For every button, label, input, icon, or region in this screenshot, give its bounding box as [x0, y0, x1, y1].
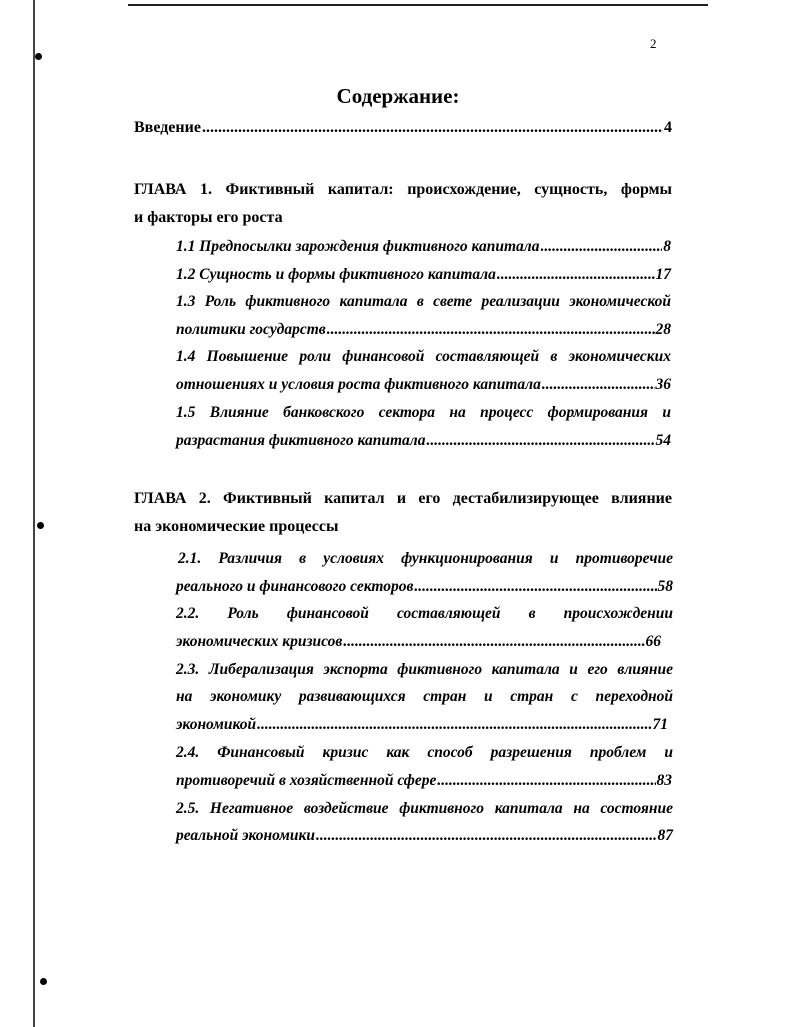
toc-intro[interactable]: [134, 119, 672, 137]
page-number: 2: [650, 36, 657, 51]
toc-intro-text: Введение: [134, 119, 201, 136]
toc-section-2-5[interactable]: реальной экономики ..... 87: [176, 827, 673, 845]
toc-section-2-1[interactable]: реального и финансового секторов ..... 58: [176, 578, 673, 596]
punch-hole-bottom: [40, 978, 47, 985]
toc-section-1-5[interactable]: разрастания фиктивного капитала ..... 54: [176, 432, 671, 450]
toc-intro-page: 4: [664, 119, 672, 136]
toc-section-1-1[interactable]: 1.1 Предпосылки зарождения фиктивного капитала ..... 8: [176, 238, 671, 256]
leader-dots: [202, 119, 663, 137]
toc-section-1-3-line1[interactable]: 1.3 Роль фиктивного капитала в свете реализации экономической: [176, 293, 671, 310]
chapter1-heading-line2[interactable]: и факторы его роста: [134, 209, 283, 226]
toc-section-2-3-line2[interactable]: на экономику развивающихся стран и стран с переходной: [176, 688, 673, 705]
toc-section-2-5-line1[interactable]: 2.5. Негативное воздействие фиктивного капитала на состояние: [176, 800, 673, 817]
toc-section-1-5-line1[interactable]: 1.5 Влияние банковского сектора на процесс формирования и: [176, 404, 671, 421]
toc-section-1-4-line1[interactable]: 1.4 Повышение роли финансовой составляющей в экономических: [176, 348, 671, 365]
toc-section-1-4[interactable]: отношениях и условия роста фиктивного капитала ..... 36: [176, 376, 671, 394]
chapter2-heading-line2[interactable]: на экономические процессы: [134, 518, 339, 535]
punch-hole-top: [35, 53, 42, 60]
page-title: Содержание:: [336, 84, 460, 108]
chapter1-heading-line1[interactable]: ГЛАВА 1. Фиктивный капитал: происхождение, сущность, формы: [134, 181, 672, 198]
toc-section-2-3-line1[interactable]: 2.3. Либерализация экспорта фиктивного капитала и его влияние: [176, 661, 673, 678]
chapter2-heading-line1[interactable]: ГЛАВА 2. Фиктивный капитал и его дестабилизирующее влияние: [134, 490, 672, 507]
toc-section-2-1-line1[interactable]: 2.1. Различия в условиях функционирования и противоречие: [178, 550, 673, 567]
toc-section-2-4-line1[interactable]: 2.4. Финансовый кризис как способ разрешения проблем и: [176, 744, 673, 761]
scan-edge-left: [33, 0, 35, 1027]
scan-edge-top: [128, 4, 708, 6]
toc-section-1-2[interactable]: 1.2 Сущность и формы фиктивного капитала ..... 17: [176, 266, 671, 284]
toc-section-2-4[interactable]: противоречий в хозяйственной сфере ..... 83: [176, 772, 672, 790]
toc-section-1-3[interactable]: политики государств ..... 28: [176, 321, 671, 339]
toc-section-2-3[interactable]: экономикой ..... 71: [176, 716, 668, 734]
toc-section-2-2-line1[interactable]: 2.2. Роль финансовой составляющей в происхождении: [176, 605, 673, 622]
toc-section-2-2[interactable]: экономических кризисов ..... 66: [176, 633, 661, 651]
punch-hole-middle: [37, 522, 44, 529]
